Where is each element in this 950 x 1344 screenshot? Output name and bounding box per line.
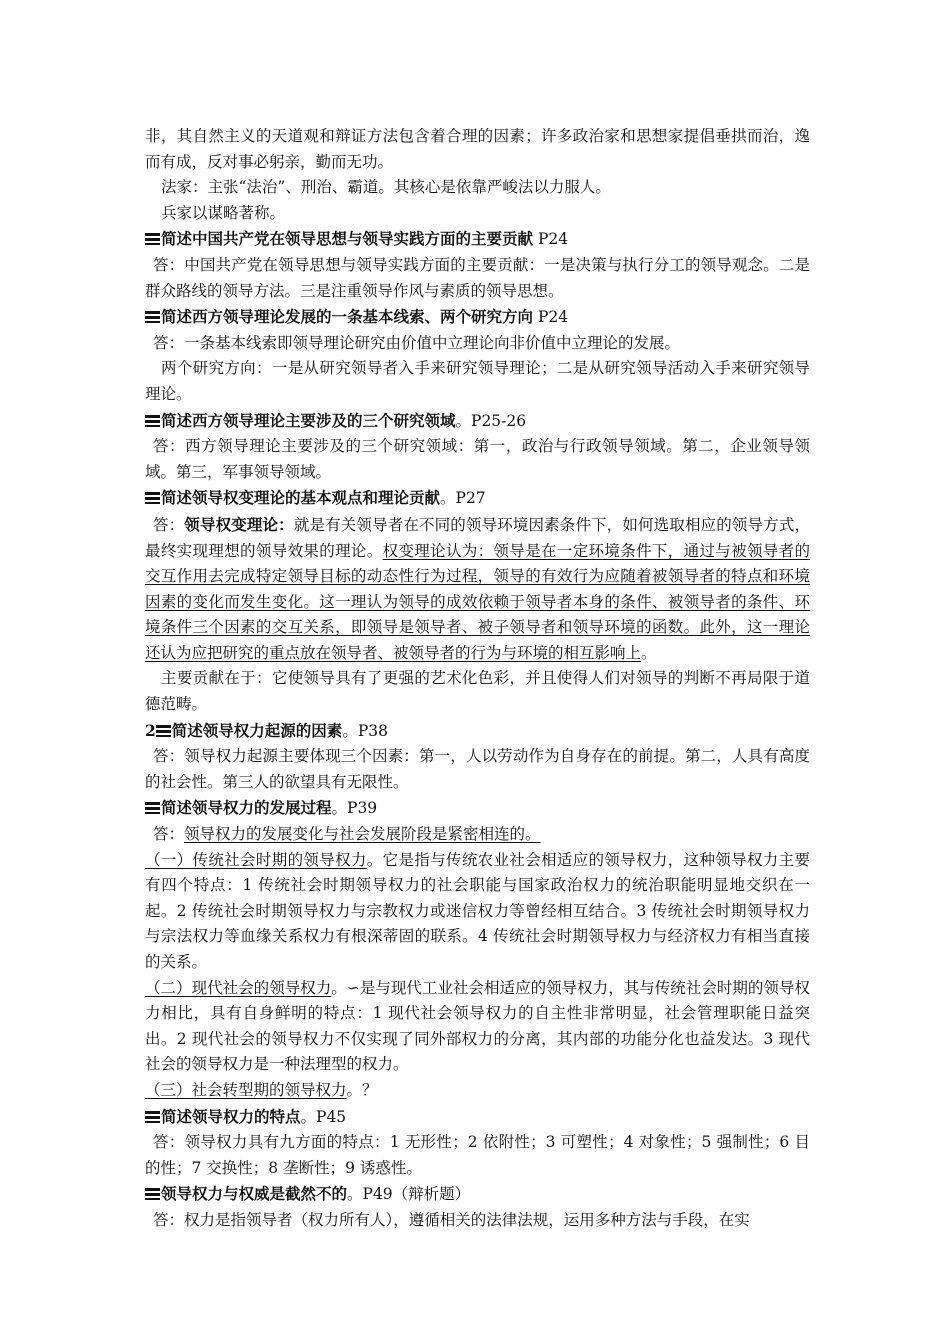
paragraph-text: 两个研究方向：一是从研究领导者入手来研究领导理论；二是从研究领导活动入手来研究领导理论。 xyxy=(145,359,810,403)
paragraph-text: 答：西方领导理论主要涉及的三个研究领域：第一，政治与行政领导领域。第二，企业领导领域。第三，军事领导领域。 xyxy=(145,437,810,481)
heading-title: 简述西方领导理论发展的一条基本线索、两个研究方向 xyxy=(161,307,534,327)
heading-page-ref: P24 xyxy=(533,308,569,327)
paragraph-text: 。？ xyxy=(346,1080,378,1099)
body-paragraph xyxy=(145,434,810,485)
heading-page-ref: 。P45 xyxy=(300,1107,347,1126)
paragraph-text: 答：权力是指领导者（权力所有人），遵循相关的法律法规，运用多种方法与手段，在实 xyxy=(153,1210,750,1229)
heading-bullet-icon xyxy=(145,1111,160,1123)
underlined-text: （一）传统社会时期的领导权力 xyxy=(145,850,367,869)
paragraph-text: 就是有关领导者在不同的领导环境因素条件下，如何选取相应的领导方式，最终实现理想的领导效果的理论。 xyxy=(145,515,810,560)
paragraph-text: 答：中国共产党在领导思想与领导实践方面的主要贡献：一是决策与执行分工的领导观念。二是群众路线的领导方法。三是注重领导作风与素质的领导思想。 xyxy=(145,255,810,300)
paragraph-text: 答：一条基本线索即领导理论研究由价值中立理论向非价值中立理论的发展。 xyxy=(153,333,681,352)
body-paragraph xyxy=(145,976,810,1078)
heading-bullet-icon xyxy=(145,233,160,245)
heading-bullet-icon xyxy=(145,492,160,504)
section-heading xyxy=(145,1181,810,1208)
paragraph-text: 非，其自然主义的天道观和辩证方法包含着合理的因素；许多政治家和思想家提倡垂拱而治，逸而有成，反对事必躬亲，勤而无功。 xyxy=(145,127,810,171)
heading-title: 领导权力与权威是截然不的 xyxy=(161,1184,348,1204)
term-label: 领导权变理论： xyxy=(184,514,294,534)
underlined-text: 领导权力的发展变化与社会发展阶段是紧密相连的。 xyxy=(184,825,541,844)
paragraph-text: 。 xyxy=(641,643,657,662)
body-paragraph xyxy=(145,201,810,227)
paragraph-text: 答： xyxy=(153,825,185,844)
heading-bullet-icon xyxy=(145,415,160,427)
paragraph-text: 答： xyxy=(153,515,185,534)
heading-number: 2 xyxy=(145,720,156,740)
heading-page-ref: 。P25-26 xyxy=(455,411,527,430)
section-heading xyxy=(145,408,810,435)
paragraph-text: 法家：主张“法治”、刑治、霸道。其核心是依靠严峻法以力服人。 xyxy=(161,178,611,197)
body-paragraph xyxy=(145,1208,810,1234)
underlined-text: （三）社会转型期的领导权力 xyxy=(145,1080,347,1099)
body-paragraph xyxy=(145,1130,810,1181)
heading-page-ref: 。P39 xyxy=(331,799,378,818)
body-paragraph xyxy=(145,1078,810,1104)
body-paragraph xyxy=(145,124,810,175)
paragraph-text: 。∽是与现代工业社会相适应的领导权力，其与传统社会时期的领导权力相比，具有自身鲜明的特点：1 现代社会领导权力的自主性非常明显，社会管理职能日益突出。2 现代社会的领导权力不仅实现了同外部权力的分离，其内部的功能分化也益发达。3 现代社会的领导权力是一种法理型的权力。 xyxy=(145,978,810,1074)
heading-page-ref: 。P27 xyxy=(440,489,486,508)
section-heading xyxy=(145,485,810,512)
heading-bullet-icon xyxy=(156,725,171,737)
heading-title: 简述领导权力的发展过程 xyxy=(161,798,332,818)
section-heading xyxy=(145,718,810,745)
paragraph-text: 主要贡献在于：它使领导具有了更强的艺术化色彩，并且使得人们对领导的判断不再局限于道德范畴。 xyxy=(145,669,810,714)
heading-page-ref: 。P38 xyxy=(342,721,388,740)
body-paragraph xyxy=(145,744,810,795)
paragraph-text: 。它是指与传统农业社会相适应的领导权力，这种领导权力主要有四个特点：1 传统社会时期领导权力的社会职能与国家政治权力的统治职能明显地交织在一起。2 传统社会时期领导权力与宗教权力或迷信权力等曾经相互结合。3 传统社会时期领导权力与宗法权力等血缘关系权力有根深蒂固的联系。4 传统社会时期领导权力与经济权力有相当直接的关系。 xyxy=(145,850,810,971)
heading-title: 简述领导权力的特点 xyxy=(161,1106,301,1126)
body-paragraph xyxy=(145,822,810,848)
section-heading xyxy=(145,795,810,822)
document-page xyxy=(145,124,810,1234)
section-heading xyxy=(145,226,810,253)
heading-page-ref: 。P49（辩析题） xyxy=(347,1185,471,1204)
body-paragraph xyxy=(145,512,810,667)
heading-bullet-icon xyxy=(145,802,160,814)
heading-title: 简述领导权力起源的因素 xyxy=(171,720,343,740)
body-paragraph xyxy=(145,848,810,976)
body-paragraph xyxy=(145,331,810,357)
body-paragraph xyxy=(145,175,810,201)
paragraph-text: 答：领导权力起源主要体现三个因素：第一，人以劳动作为自身存在的前提。第二，人具有高度的社会性。第三人的欲望具有无限性。 xyxy=(145,747,810,791)
heading-title: 简述中国共产党在领导思想与领导实践方面的主要贡献 xyxy=(161,229,534,249)
paragraph-text: 答：领导权力具有九方面的特点：1 无形性；2 依附性；3 可塑性；4 对象性；5 强制性；6 目的性；7 交换性；8 垄断性；9 诱惑性。 xyxy=(145,1133,810,1177)
section-heading xyxy=(145,304,810,331)
heading-bullet-icon xyxy=(145,311,160,323)
underlined-text: （二）现代社会的领导权力 xyxy=(145,978,332,997)
body-paragraph xyxy=(145,356,810,407)
underlined-text: 权变理论认为：领导是在一定环境条件下，通过与被领导者的交互作用去完成特定领导目标的动态性行为过程，领导的有效行为应随着被领导者的特点和环境因素的变化而发生变化。这一理认为领导的成效依赖于领导者本身的条件、被领导者的条件、环境条件三个因素的交互关系，即领导是领导者、被子领导者和领导环境的函数。此外，这一理论还认为应把研究的重点放在领导者、被领导者的行为与环境的相互影响上 xyxy=(145,541,810,662)
body-paragraph xyxy=(145,666,810,717)
body-paragraph xyxy=(145,253,810,304)
heading-title: 简述西方领导理论主要涉及的三个研究领域 xyxy=(161,410,456,430)
heading-page-ref: P24 xyxy=(533,230,569,249)
heading-title: 简述领导权变理论的基本观点和理论贡献 xyxy=(161,488,441,508)
paragraph-text: 兵家以谋略著称。 xyxy=(161,203,286,222)
section-heading xyxy=(145,1104,810,1131)
heading-bullet-icon xyxy=(145,1188,160,1200)
